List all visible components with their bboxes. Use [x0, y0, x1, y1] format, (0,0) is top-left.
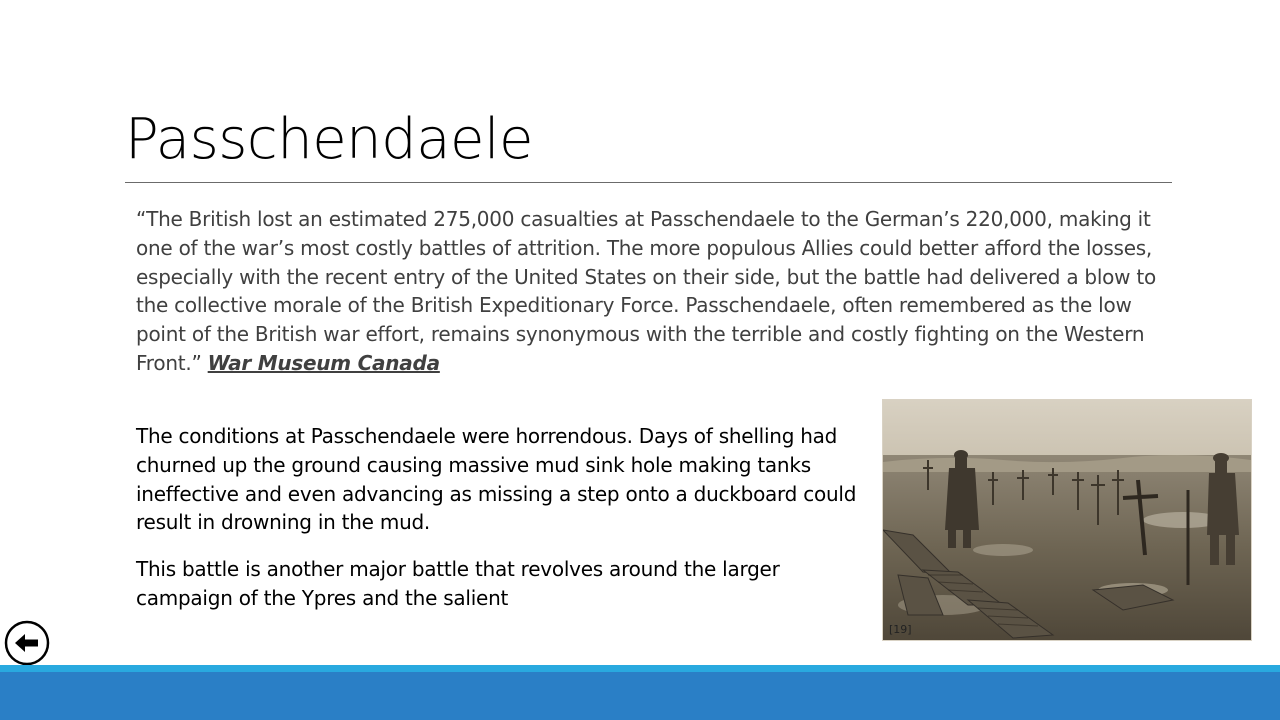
quote-text: “The British lost an estimated 275,000 casualties at Passchendaele to the German’s 220,000, making it one of the war’s most costly battles of attrition. The more populous Allies could better afford the losses, especially with the recent entry of the United States on their side, but the battle had delivered a blow to the collective morale of the British Expeditionary Force. Passchendaele, often remembered as the low point of the British war effort, remains synonymous with the terrible and costly fighting on the Western Front.”: [136, 207, 1156, 375]
footer-accent-strip: [0, 665, 1280, 672]
body-text: [136, 422, 871, 631]
paragraph-conditions: The conditions at Passchendaele were horrendous. Days of shelling had churned up the ground causing massive mud sink hole making tanks ineffective and even advancing as missing a step onto a duckboard could result in drowning in the mud.: [136, 424, 857, 535]
battlefield-photo-illustration: [883, 400, 1251, 640]
photo-caption: [19]: [889, 623, 912, 636]
slide-title: Passchendaele: [125, 107, 533, 172]
back-button[interactable]: [4, 620, 50, 666]
arrow-left-circle-icon: [4, 620, 50, 666]
battlefield-photo: [882, 399, 1252, 641]
quote-block: [136, 205, 1166, 378]
paragraph-campaign: This battle is another major battle that revolves around the larger campaign of the Ypres and the salient: [136, 557, 780, 610]
footer-bar: [0, 672, 1280, 720]
source-link[interactable]: War Museum Canada: [207, 350, 440, 375]
title-divider: [125, 182, 1172, 183]
